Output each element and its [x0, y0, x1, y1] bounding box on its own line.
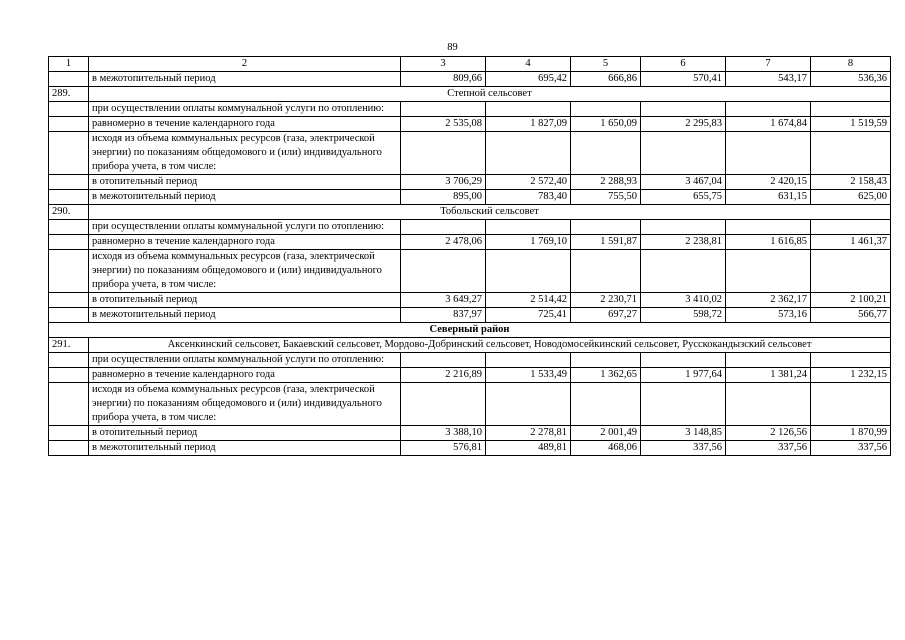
row-number-cell — [49, 426, 89, 441]
value-cell: 837,97 — [401, 308, 486, 323]
empty-value-cell — [571, 102, 641, 117]
value-cell: 3 706,29 — [401, 175, 486, 190]
row-label: в межотопительный период — [89, 308, 401, 323]
table-row — [49, 368, 891, 383]
value-cell: 536,36 — [811, 72, 891, 87]
value-cell: 3 649,27 — [401, 293, 486, 308]
value-cell: 783,40 — [486, 190, 571, 205]
empty-value-cell — [726, 220, 811, 235]
empty-value-cell — [401, 353, 486, 368]
subheading-row — [49, 102, 891, 117]
settlement-section-row — [49, 205, 891, 220]
value-cell: 576,81 — [401, 441, 486, 456]
value-cell: 489,81 — [486, 441, 571, 456]
row-number-cell — [49, 72, 89, 87]
value-cell: 695,42 — [486, 72, 571, 87]
row-label: исходя из объема коммунальных ресурсов (газа, электрической энергии) по показаниям общедомового и (или) индивидуального прибора учета, в том числе: — [89, 383, 401, 426]
value-cell: 1 519,59 — [811, 117, 891, 132]
value-cell: 2 001,49 — [571, 426, 641, 441]
value-cell: 2 238,81 — [641, 235, 726, 250]
value-cell: 2 514,42 — [486, 293, 571, 308]
district-row — [49, 323, 891, 338]
table-row — [49, 175, 891, 190]
table-row — [49, 72, 891, 87]
value-cell: 1 827,09 — [486, 117, 571, 132]
row-label: равномерно в течение календарного года — [89, 368, 401, 383]
table-row — [49, 426, 891, 441]
empty-value-cell — [641, 250, 726, 293]
empty-value-cell — [811, 132, 891, 175]
empty-value-cell — [811, 250, 891, 293]
header-cell-8: 8 — [811, 57, 891, 72]
empty-value-cell — [811, 383, 891, 426]
row-number-cell — [49, 117, 89, 132]
empty-value-cell — [401, 383, 486, 426]
settlement-section-row — [49, 338, 891, 353]
table-row — [49, 190, 891, 205]
value-cell: 1 362,65 — [571, 368, 641, 383]
value-cell: 337,56 — [726, 441, 811, 456]
empty-value-cell — [486, 383, 571, 426]
empty-value-cell — [486, 250, 571, 293]
value-cell: 337,56 — [811, 441, 891, 456]
header-cell-6: 6 — [641, 57, 726, 72]
row-number-cell — [49, 102, 89, 117]
empty-value-cell — [401, 132, 486, 175]
value-cell: 337,56 — [641, 441, 726, 456]
empty-value-cell — [726, 383, 811, 426]
empty-value-cell — [726, 250, 811, 293]
header-cell-3: 3 — [401, 57, 486, 72]
empty-value-cell — [811, 353, 891, 368]
empty-value-cell — [726, 132, 811, 175]
section-title: Степной сельсовет — [89, 87, 891, 102]
value-cell: 1 533,49 — [486, 368, 571, 383]
value-cell: 2 100,21 — [811, 293, 891, 308]
row-number-cell — [49, 308, 89, 323]
empty-value-cell — [811, 220, 891, 235]
value-cell: 895,00 — [401, 190, 486, 205]
row-number-cell — [49, 132, 89, 175]
subheading-row — [49, 353, 891, 368]
section-title: Аксенкинский сельсовет, Бакаевский сельсовет, Мордово-Добринский сельсовет, Новодомосейкинский сельсовет, Русскокандызский сельсовет — [89, 338, 891, 353]
table-row — [49, 117, 891, 132]
empty-value-cell — [641, 132, 726, 175]
value-cell: 809,66 — [401, 72, 486, 87]
subheading-row — [49, 220, 891, 235]
empty-value-cell — [486, 353, 571, 368]
value-cell: 655,75 — [641, 190, 726, 205]
empty-value-cell — [811, 102, 891, 117]
row-label: в межотопительный период — [89, 441, 401, 456]
value-cell: 666,86 — [571, 72, 641, 87]
header-cell-7: 7 — [726, 57, 811, 72]
value-cell: 725,41 — [486, 308, 571, 323]
header-cell-1: 1 — [49, 57, 89, 72]
value-cell: 625,00 — [811, 190, 891, 205]
row-label: при осуществлении оплаты коммунальной услуги по отоплению: — [89, 220, 401, 235]
empty-value-cell — [641, 383, 726, 426]
value-cell: 2 535,08 — [401, 117, 486, 132]
row-number-cell — [49, 175, 89, 190]
table-row — [49, 308, 891, 323]
empty-value-cell — [571, 220, 641, 235]
row-label: в отопительный период — [89, 293, 401, 308]
value-cell: 1 977,64 — [641, 368, 726, 383]
value-cell: 1 769,10 — [486, 235, 571, 250]
header-cell-2: 2 — [89, 57, 401, 72]
value-cell: 755,50 — [571, 190, 641, 205]
value-cell: 1 616,85 — [726, 235, 811, 250]
column-number-header-row — [49, 57, 891, 72]
row-label: равномерно в течение календарного года — [89, 117, 401, 132]
table-body — [49, 57, 891, 456]
value-cell: 1 381,24 — [726, 368, 811, 383]
tariff-table — [48, 56, 891, 456]
value-cell: 2 288,93 — [571, 175, 641, 190]
header-cell-5: 5 — [571, 57, 641, 72]
row-label: исходя из объема коммунальных ресурсов (газа, электрической энергии) по показаниям общедомового и (или) индивидуального прибора учета, в том числе: — [89, 132, 401, 175]
value-cell: 573,16 — [726, 308, 811, 323]
value-cell: 2 126,56 — [726, 426, 811, 441]
table-row — [49, 441, 891, 456]
row-number-cell — [49, 441, 89, 456]
row-number-cell — [49, 250, 89, 293]
row-label: при осуществлении оплаты коммунальной услуги по отоплению: — [89, 102, 401, 117]
value-cell: 1 591,87 — [571, 235, 641, 250]
empty-value-cell — [486, 220, 571, 235]
empty-value-cell — [486, 102, 571, 117]
value-cell: 3 148,85 — [641, 426, 726, 441]
value-cell: 697,27 — [571, 308, 641, 323]
empty-value-cell — [641, 353, 726, 368]
value-cell: 1 650,09 — [571, 117, 641, 132]
empty-value-cell — [726, 102, 811, 117]
empty-value-cell — [641, 220, 726, 235]
subheading-row — [49, 132, 891, 175]
empty-value-cell — [571, 132, 641, 175]
value-cell: 2 362,17 — [726, 293, 811, 308]
value-cell: 566,77 — [811, 308, 891, 323]
empty-value-cell — [401, 250, 486, 293]
subheading-row — [49, 383, 891, 426]
section-number: 290. — [49, 205, 89, 220]
section-title: Тобольский сельсовет — [89, 205, 891, 220]
value-cell: 468,06 — [571, 441, 641, 456]
page-number: 89 — [447, 42, 458, 53]
subheading-row — [49, 250, 891, 293]
header-cell-4: 4 — [486, 57, 571, 72]
value-cell: 631,15 — [726, 190, 811, 205]
settlement-section-row — [49, 87, 891, 102]
value-cell: 2 158,43 — [811, 175, 891, 190]
value-cell: 3 410,02 — [641, 293, 726, 308]
row-number-cell — [49, 235, 89, 250]
row-label: исходя из объема коммунальных ресурсов (газа, электрической энергии) по показаниям общедомового и (или) индивидуального прибора учета, в том числе: — [89, 250, 401, 293]
row-label: в отопительный период — [89, 175, 401, 190]
district-title: Северный район — [49, 323, 891, 338]
row-label: в отопительный период — [89, 426, 401, 441]
value-cell: 3 467,04 — [641, 175, 726, 190]
table-row — [49, 293, 891, 308]
value-cell: 2 420,15 — [726, 175, 811, 190]
row-label: в межотопительный период — [89, 190, 401, 205]
value-cell: 2 295,83 — [641, 117, 726, 132]
empty-value-cell — [486, 132, 571, 175]
value-cell: 2 572,40 — [486, 175, 571, 190]
value-cell: 2 478,06 — [401, 235, 486, 250]
value-cell: 3 388,10 — [401, 426, 486, 441]
row-number-cell — [49, 383, 89, 426]
empty-value-cell — [401, 102, 486, 117]
empty-value-cell — [726, 353, 811, 368]
value-cell: 1 870,99 — [811, 426, 891, 441]
empty-value-cell — [571, 353, 641, 368]
row-number-cell — [49, 293, 89, 308]
section-number: 291. — [49, 338, 89, 353]
value-cell: 2 278,81 — [486, 426, 571, 441]
row-number-cell — [49, 353, 89, 368]
row-number-cell — [49, 220, 89, 235]
row-number-cell — [49, 368, 89, 383]
value-cell: 1 674,84 — [726, 117, 811, 132]
empty-value-cell — [401, 220, 486, 235]
value-cell: 1 461,37 — [811, 235, 891, 250]
section-number: 289. — [49, 87, 89, 102]
empty-value-cell — [571, 250, 641, 293]
value-cell: 543,17 — [726, 72, 811, 87]
value-cell: 570,41 — [641, 72, 726, 87]
table-row — [49, 235, 891, 250]
row-label: равномерно в течение календарного года — [89, 235, 401, 250]
empty-value-cell — [641, 102, 726, 117]
row-label: при осуществлении оплаты коммунальной услуги по отоплению: — [89, 353, 401, 368]
value-cell: 2 230,71 — [571, 293, 641, 308]
value-cell: 598,72 — [641, 308, 726, 323]
row-number-cell — [49, 190, 89, 205]
value-cell: 2 216,89 — [401, 368, 486, 383]
value-cell: 1 232,15 — [811, 368, 891, 383]
empty-value-cell — [571, 383, 641, 426]
row-label: в межотопительный период — [89, 72, 401, 87]
